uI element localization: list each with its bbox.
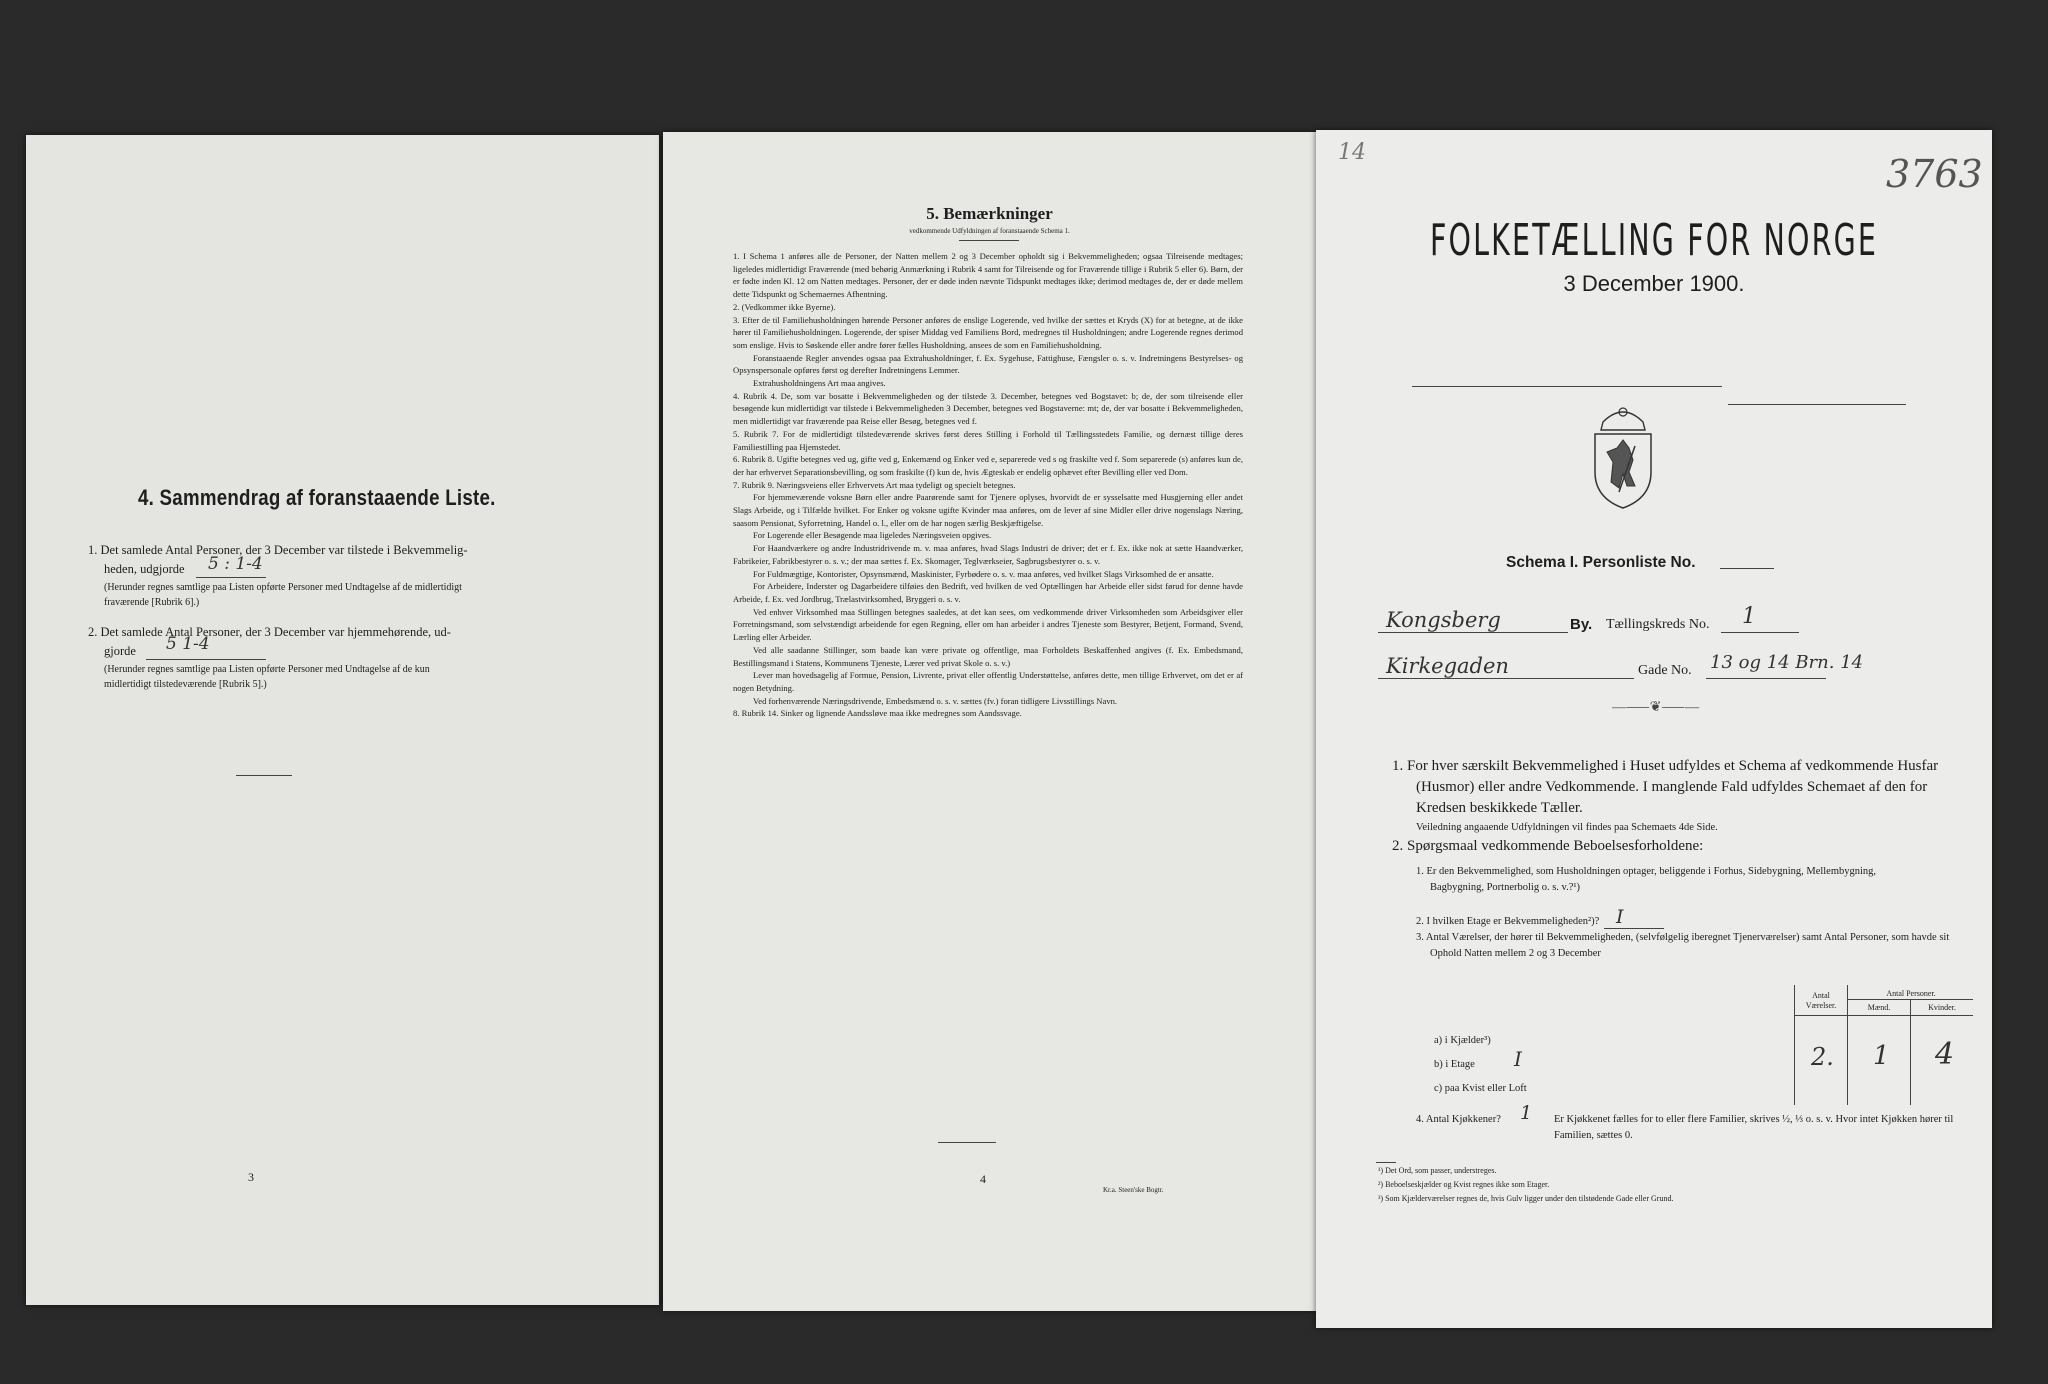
summary-title: 4. Sammendrag af foranstaaende Liste. [138, 485, 496, 510]
instruction-2: 2. Spørgsmaal vedkommende Beboelsesforholdene: [1392, 838, 1704, 854]
remark-paragraph: 6. Rubrik 8. Ugifte betegnes ved ug, gifte ved g, Enkemænd og Enker ved e, separerede ved s og fraskilte ved f. Som separerede (s) anføres kun de, der har erhvervet Separationsbevilling, og som fraskilte (f) kun de, hvis Ægteskab er endelig ophævet efter Bevilling eller ved Dom. [733, 454, 1243, 477]
middle-page [663, 132, 1316, 1311]
remark-paragraph: For Fuldmægtige, Kontorister, Opsynsmænd, Maskinister, Fyrbødere o. s. v. maa anføres, ved hvilket Slags Virksomhed de er ansatte. [753, 568, 1214, 579]
pencil-mark: 14 [1338, 140, 1366, 165]
remark-paragraph: 1. I Schema 1 anføres alle de Personer, der Natten mellem 2 og 3 December opholdt sig i Bekvemmeligheden; ogsaa Tilreisende medtages; ligeledes midlertidigt Fraværende (med behørig Anmærkning i Rubrik 4 samt for Tilreisende og for Fraværende tillige i Rubrik 5 eller 6). Børn, der er fødte inden Kl. 12 om Natten medtages. Personer, der er døde inden nævnte Tidspunkt medtages ikke; derimod medtages de, der er døde mellem dette Tidspunkt og Schemaernes Afhentning. [733, 251, 1243, 300]
remark-paragraph: Lever man hovedsagelig af Formue, Pension, Livrente, privat eller offentlig Understøttelse, anføres dette, men tillige Erhvervet, om det er af nogen Betydning. [733, 670, 1243, 693]
summary-item-1-note1: (Herunder regnes samtlige paa Listen opførte Personer med Undtagelse af de midlertidigt [104, 582, 462, 593]
printer-credit: Kr.a. Steen'ske Bogtr. [1103, 1186, 1164, 1194]
gade-label: Gade No. [1638, 663, 1692, 678]
remark-paragraph: Ved forhenværende Næringsdrivende, Embedsmænd o. s. v. sættes (fv.) foran tidligere Livsstillings Navn. [753, 695, 1118, 706]
by-label: By. [1570, 616, 1593, 633]
title-rule-right [1728, 404, 1906, 405]
occupancy-table [1434, 985, 1974, 1105]
krets-label: Tællingskreds No. [1606, 617, 1710, 632]
col-women-header: Kvinder. [1928, 1003, 1956, 1012]
summary-item-1-underline [196, 577, 266, 578]
archive-number: 3763 [1886, 152, 1983, 196]
summary-item-1-note2: fraværende [Rubrik 6].) [104, 597, 200, 608]
remark-paragraph: 3. Efter de til Familiehusholdningen hørende Personer anføres de enslige Logerende, ved hvilke der sættes et Kryds (X) for at betegne, at de ikke hører til Familiehusholdningen. Logerende, der spiser Middag ved Familiens Bord, medregnes til Husholdningen; andre Logerende regnes derimod som enslige. Hvis to Søskende eller andre fører fælles Husholdning, ansees de som en Familiehusholdning. [733, 314, 1243, 350]
city-line [1378, 632, 1568, 633]
krets-line [1721, 632, 1799, 633]
remark-paragraph: For Arbeidere, Inderster og Dagarbeidere tilføies den Bedrift, ved hvilken de ved Optællingen har Arbeide eller sidst førud for denne havde Arbeide, f. Ex. ved Jordbrug, Trælastvirksomhed, Bryggeri o. s. v. [733, 581, 1243, 604]
census-title: FOLKETÆLLING FOR NORGE [1430, 215, 1878, 266]
city-handwritten: Kongsberg [1386, 608, 1501, 632]
schema-no-line [1720, 568, 1774, 569]
summary-item-2-line1: 2. Det samlede Antal Personer, der 3 December var hjemmehørende, ud- [88, 625, 451, 639]
ornament-icon: —⸺❦⸺— [1612, 700, 1700, 715]
summary-item-1-value: 5 : 1-4 [208, 554, 263, 574]
schema-label: Schema I. Personliste No. [1506, 554, 1696, 571]
question-4-text: Er Kjøkkenet fælles for to eller flere Familier, skrives ½, ⅓ o. s. v. Hvor intet Kjøkken hører til Familien, sættes 0. [1554, 1114, 1954, 1141]
cell-b-rooms: 2. [1811, 1043, 1834, 1071]
summary-item-2-value: 5 1-4 [166, 634, 210, 654]
street-handwritten: Kirkegaden [1386, 654, 1509, 678]
col-men-header: Mænd. [1867, 1003, 1891, 1012]
page-number: 4 [980, 1172, 986, 1186]
remark-paragraph: 7. Rubrik 9. Næringsveiens eller Erhvervets Art maa tydeligt og specielt betegnes. [733, 479, 1016, 490]
coat-of-arms-icon [1583, 402, 1663, 512]
page-number: 3 [248, 1170, 254, 1184]
question-4: 4. Antal Kjøkkener? [1416, 1114, 1501, 1125]
row-a-label: a) i Kjælder³) [1434, 1035, 1491, 1046]
summary-item-1-line2: heden, udgjorde [104, 562, 185, 576]
census-date: 3 December 1900. [1563, 271, 1745, 296]
question-2-line [1604, 928, 1664, 929]
table-grid [1794, 985, 1973, 1105]
remark-paragraph: 8. Rubrik 14. Sinker og lignende Aandssløve maa ikke medregnes som Aandssvage. [733, 708, 1022, 719]
row-b-label: b) i Etage [1434, 1059, 1475, 1070]
remark-paragraph: Foranstaaende Regler anvendes ogsaa paa Extrahusholdninger, f. Ex. Sygehuse, Fattighuse, Fængsler o. s. v. Indretningens Bestyrelses- og Opsynspersonale opføres først og derefter Indretningens Lemmer. [733, 352, 1243, 376]
instruction-1: 1. For hver særskilt Bekvemmelighed i Huset udfyldes et Schema af vedkommende Husfar (Husmor) eller andre Vedkommende. I manglende Fald udfyldes Schemaet af den for Kredsen beskikkede Tæller. [1392, 758, 1939, 816]
question-2-answer: I [1616, 906, 1624, 928]
remark-paragraph: 4. Rubrik 4. De, som var bosatte i Bekvemmeligheden og der tilstede 3. December, betegnes ved Bogstavet: b; de, der som tilreisende eller besøgende kun midlertidigt var tilstede i Bekvemmeligheden 3 December, betegnes ved Bogstaverne: mt; de, der var bosatte i Bekvemmeligheden, men midlertidigt var fraværende paa Reise eller Besøg, betegnes ved f. [733, 390, 1243, 427]
gade-line [1706, 678, 1826, 679]
summary-item-2-note2: midlertidigt tilstedeværende [Rubrik 5].) [104, 679, 267, 690]
divider [938, 1142, 996, 1143]
footnote-3: ³) Som Kjælderværelser regnes de, hvis Gulv ligger under den tilstødende Gade eller Grund. [1378, 1194, 1674, 1203]
question-4-answer: 1 [1520, 1102, 1533, 1124]
footnote-2: ²) Beboelseskjælder og Kvist regnes ikke som Etager. [1378, 1180, 1550, 1189]
col-rooms-header: Antal Værelser. [1805, 991, 1837, 1010]
question-3: 3. Antal Værelser, der hører til Bekvemmeligheden, (selvfølgelig iberegnet Tjenerværelser) samt Antal Personer, som havde sit Ophold Natten mellem 2 og 3 December [1416, 932, 1950, 959]
summary-item-2-note1: (Herunder regnes samtlige paa Listen opførte Personer med Undtagelse af de kun [104, 664, 430, 675]
remarks-body [733, 250, 1243, 720]
remark-paragraph: For Logerende eller Besøgende maa ligeledes Næringsveien opgives. [753, 530, 992, 541]
footnote-1: ¹) Det Ord, som passer, understreges. [1378, 1166, 1497, 1175]
remark-paragraph: Extrahusholdningens Art maa angives. [753, 378, 886, 389]
right-page [1316, 130, 1992, 1328]
cell-b-women: 4 [1935, 1037, 1955, 1072]
instruction-1-note: Veiledning angaaende Udfyldningen vil findes paa Schemaets 4de Side. [1416, 822, 1718, 833]
left-page [26, 135, 659, 1305]
title-rule [959, 240, 1019, 241]
cell-b-men: 1 [1873, 1041, 1890, 1071]
remark-paragraph: For hjemmeværende voksne Børn eller andre Paarørende samt for Tjenere oplyses, hvorvidt de er sysselsatte med Husgjerning eller andet Slags Arbeide, og i Tilfælde hvilket. For Enker og voksne ugifte Kvinder maa anføres, om de lever af sine Midler eller drive nogenslags Næring, saasom Pensionat, Syforretning, Handel o. l., eller om de har nogen særlig Beskjæftigelse. [733, 492, 1243, 528]
footnote-rule [1376, 1162, 1396, 1163]
row-c-label: c) paa Kvist eller Loft [1434, 1083, 1527, 1094]
question-2: 2. I hvilken Etage er Bekvemmeligheden²)? [1416, 916, 1600, 927]
title-rule-left [1412, 386, 1722, 387]
remark-paragraph: 5. Rubrik 7. For de midlertidigt tilstedeværende skrives først deres Stilling i Forhold til Tællingsstedets Familie, og dernæst tillige deres Familiestilling paa Hjemstedet. [733, 428, 1243, 452]
summary-item-2-line2: gjorde [104, 644, 136, 658]
remarks-title: 5. Bemærkninger [926, 204, 1053, 223]
remark-paragraph: 2. (Vedkommer ikke Byerne). [733, 301, 836, 312]
col-persons-header: Antal Personer. [1886, 989, 1936, 998]
remark-paragraph: Ved enhver Virksomhed maa Stillingen betegnes saaledes, at det kan sees, om vedkommende driver Virksomheden som Arbeidsgiver eller Forretningsmand, som selvstændigt arbeidende for egen Regning, eller om han arbeider i andres Tjeneste som Bestyrer, Betjent, Formand, Svend, Lærling eller Arbeider. [733, 606, 1243, 643]
gade-value: 13 og 14 Brn. 14 [1710, 652, 1864, 673]
remark-paragraph: Ved alle saadanne Stillinger, som baade kan være private og offentlige, maa Forholdets Beskaffenhed angives (f. Ex. Embedsmand, Bestillingsmand i Statens, Kommunens Tjeneste, Lærer ved privat Skole o. s. v.) [733, 644, 1243, 668]
street-line [1378, 678, 1634, 679]
divider [236, 775, 292, 776]
question-1: 1. Er den Bekvemmelighed, som Husholdningen optager, beliggende i Forhus, Sidebygning, Mellembygning, Bagbygning, Portnerbolig o. s. v.?¹) [1416, 866, 1877, 893]
remarks-subtitle: vedkommende Udfyldningen af foranstaaende Schema 1. [909, 227, 1070, 235]
krets-value: 1 [1742, 604, 1756, 629]
remark-paragraph: For Haandværkere og andre Industridrivende m. v. maa anføres, hvad Slags Industri de driver; det er f. Ex. ikke nok at sætte Haandværker, Fabrikeier, Fabrikbestyrer o. s. v.; der maa sættes f. Ex. Skomager, Teglværkseier, Sagbrugsbestyrer o. s. v. [733, 543, 1243, 566]
summary-item-1-line1: 1. Det samlede Antal Personer, der 3 December var tilstede i Bekvemmelig- [88, 543, 468, 557]
row-b-floor: I [1514, 1047, 1522, 1071]
summary-item-2-underline [146, 659, 266, 660]
